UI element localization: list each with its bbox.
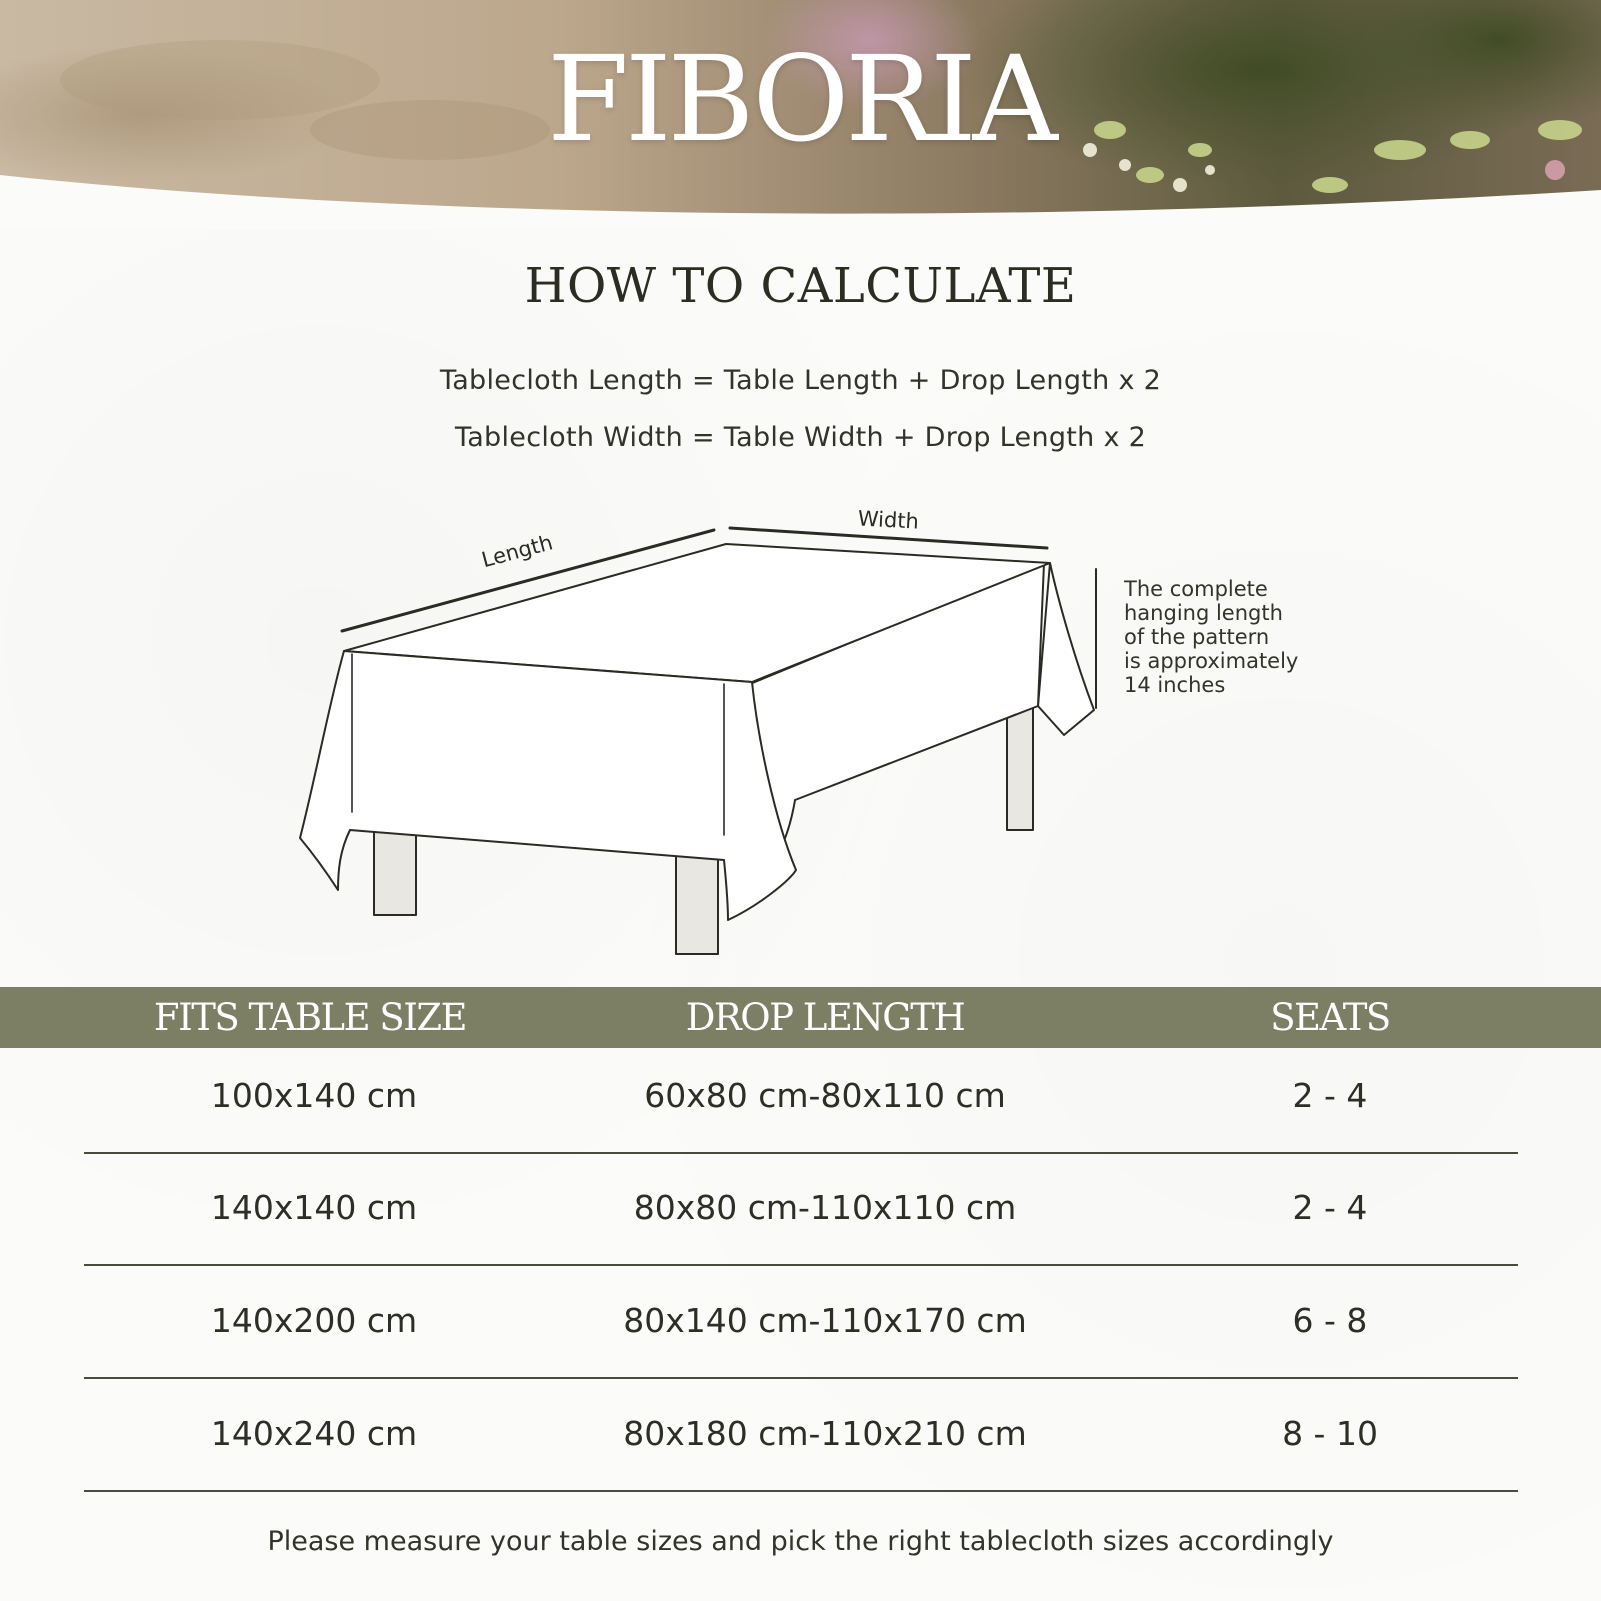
table-size-cell: 140x240 cm — [210, 1414, 418, 1453]
seats-cell: 6 - 8 — [1292, 1301, 1368, 1340]
length-formula: Tablecloth Length = Table Length + Drop Length x 2 — [439, 365, 1162, 396]
measure-footnote: Please measure your table sizes and pick the right tablecloth sizes accordingly — [267, 1526, 1334, 1557]
table-diagram — [0, 480, 1601, 970]
table-leg — [1007, 706, 1033, 830]
seats-cell: 2 - 4 — [1292, 1076, 1368, 1115]
brand-logo: FIBORIA — [547, 30, 1054, 168]
seats-cell: 8 - 10 — [1282, 1414, 1378, 1453]
drop-length-cell: 80x140 cm-110x170 cm — [623, 1301, 1027, 1340]
note-line: is approximately — [1124, 649, 1299, 673]
note-line: The complete — [1124, 577, 1268, 601]
drop-length-cell: 80x180 cm-110x210 cm — [623, 1414, 1027, 1453]
width-formula: Tablecloth Width = Table Width + Drop Length x 2 — [454, 422, 1147, 453]
note-line: of the pattern — [1124, 625, 1270, 649]
note-line: 14 inches — [1124, 673, 1226, 697]
header-drop-length: DROP LENGTH — [685, 996, 965, 1039]
seats-cell: 2 - 4 — [1292, 1188, 1368, 1227]
note-line: hanging length — [1124, 601, 1283, 625]
tablecloth-side-drape — [1038, 563, 1094, 735]
header-fits-table-size: FITS TABLE SIZE — [153, 996, 467, 1039]
drop-length-cell: 60x80 cm-80x110 cm — [644, 1076, 1006, 1115]
table-row — [84, 1265, 1518, 1379]
table-size-cell: 140x200 cm — [210, 1301, 418, 1340]
width-label: Width — [857, 506, 920, 534]
table-size-cell: 140x140 cm — [210, 1188, 418, 1227]
length-label: Length — [479, 530, 556, 573]
section-title: HOW TO CALCULATE — [524, 258, 1077, 314]
hero-banner — [0, 0, 1601, 230]
table-row — [84, 1378, 1518, 1492]
size-table-header — [0, 987, 1601, 1048]
drop-length-note — [1124, 577, 1354, 697]
header-seats: SEATS — [1270, 996, 1390, 1039]
drop-length-cell: 80x80 cm-110x110 cm — [633, 1188, 1017, 1227]
table-size-cell: 100x140 cm — [210, 1076, 418, 1115]
table-row — [84, 1040, 1518, 1154]
table-row — [84, 1152, 1518, 1266]
